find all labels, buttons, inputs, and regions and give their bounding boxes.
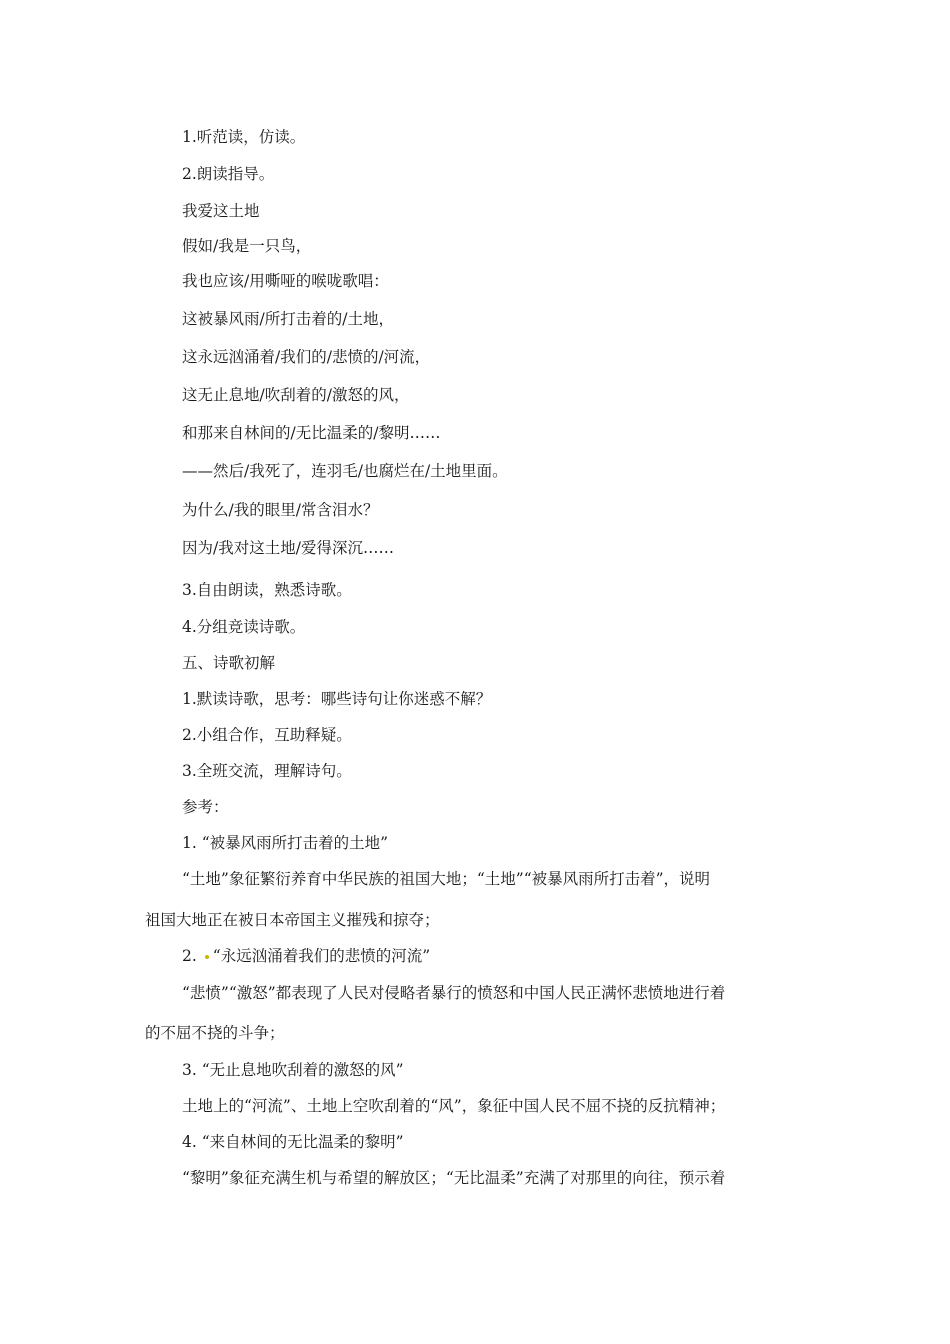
ref-4-explain: “黎明”象征充满生机与希望的解放区；“无比温柔”充满了对那里的向往，预示着 <box>182 1169 726 1187</box>
ref-1-quote: 1. “被暴风雨所打击着的土地” <box>182 834 389 852</box>
poem-line-2: 我也应该/用嘶哑的喉咙歌唱： <box>182 272 389 290</box>
poem-line-9: 因为/我对这土地/爱得深沉…… <box>182 539 394 557</box>
ref-1-explain-a: “土地”象征繁衍养育中华民族的祖国大地；“土地”“被暴风雨所打击着”，说明 <box>182 870 711 888</box>
ref-3-explain: 土地上的“河流”、土地上空吹刮着的“风”，象征中国人民不屈不挠的反抗精神； <box>182 1097 726 1115</box>
ref-2-explain-b: 的不屈不挠的斗争； <box>145 1024 285 1042</box>
ref-3-quote: 3. “无止息地吹刮着的激怒的风” <box>182 1061 404 1079</box>
ref-4-quote: 4. “来自林间的无比温柔的黎明” <box>182 1133 404 1151</box>
poem-line-7: ——然后/我死了，连羽毛/也腐烂在/土地里面。 <box>182 462 508 480</box>
step-free-reading: 3.自由朗读，熟悉诗歌。 <box>182 581 352 599</box>
poem-line-6: 和那来自林间的/无比温柔的/黎明…… <box>182 424 441 442</box>
poem-line-4: 这永远汹涌着/我们的/悲愤的/河流， <box>182 348 431 366</box>
ref-2-explain-a: “悲愤”“激怒”都表现了人民对侵略者暴行的愤怒和中国人民正满怀悲愤地进行着 <box>182 984 726 1002</box>
ref-2-text: “永远汹涌着我们的悲愤的河流” <box>212 947 431 965</box>
poem-line-8: 为什么/我的眼里/常含泪水？ <box>182 501 379 519</box>
section-heading-5: 五、诗歌初解 <box>182 654 276 672</box>
highlight-dot <box>205 955 209 959</box>
task-silent-reading: 1.默读诗歌，思考：哪些诗句让你迷惑不解？ <box>182 690 492 708</box>
poem-line-5: 这无止息地/吹刮着的/激怒的风， <box>182 386 410 404</box>
ref-2-number: 2. <box>182 947 197 965</box>
step-guidance: 2.朗读指导。 <box>182 165 275 183</box>
task-group-work: 2.小组合作，互助释疑。 <box>182 726 352 744</box>
step-listen: 1.听范读，仿读。 <box>182 128 306 146</box>
ref-1-explain-b: 祖国大地正在被日本帝国主义摧残和掠夺； <box>145 911 440 929</box>
poem-line-3: 这被暴风雨/所打击着的/土地， <box>182 310 394 328</box>
ref-2-quote <box>182 946 430 966</box>
reference-label: 参考： <box>182 798 229 816</box>
step-group-reading: 4.分组竞读诗歌。 <box>182 618 306 636</box>
task-class-discussion: 3.全班交流，理解诗句。 <box>182 762 352 780</box>
poem-title: 我爱这土地 <box>182 202 260 220</box>
poem-line-1: 假如/我是一只鸟， <box>182 237 312 255</box>
